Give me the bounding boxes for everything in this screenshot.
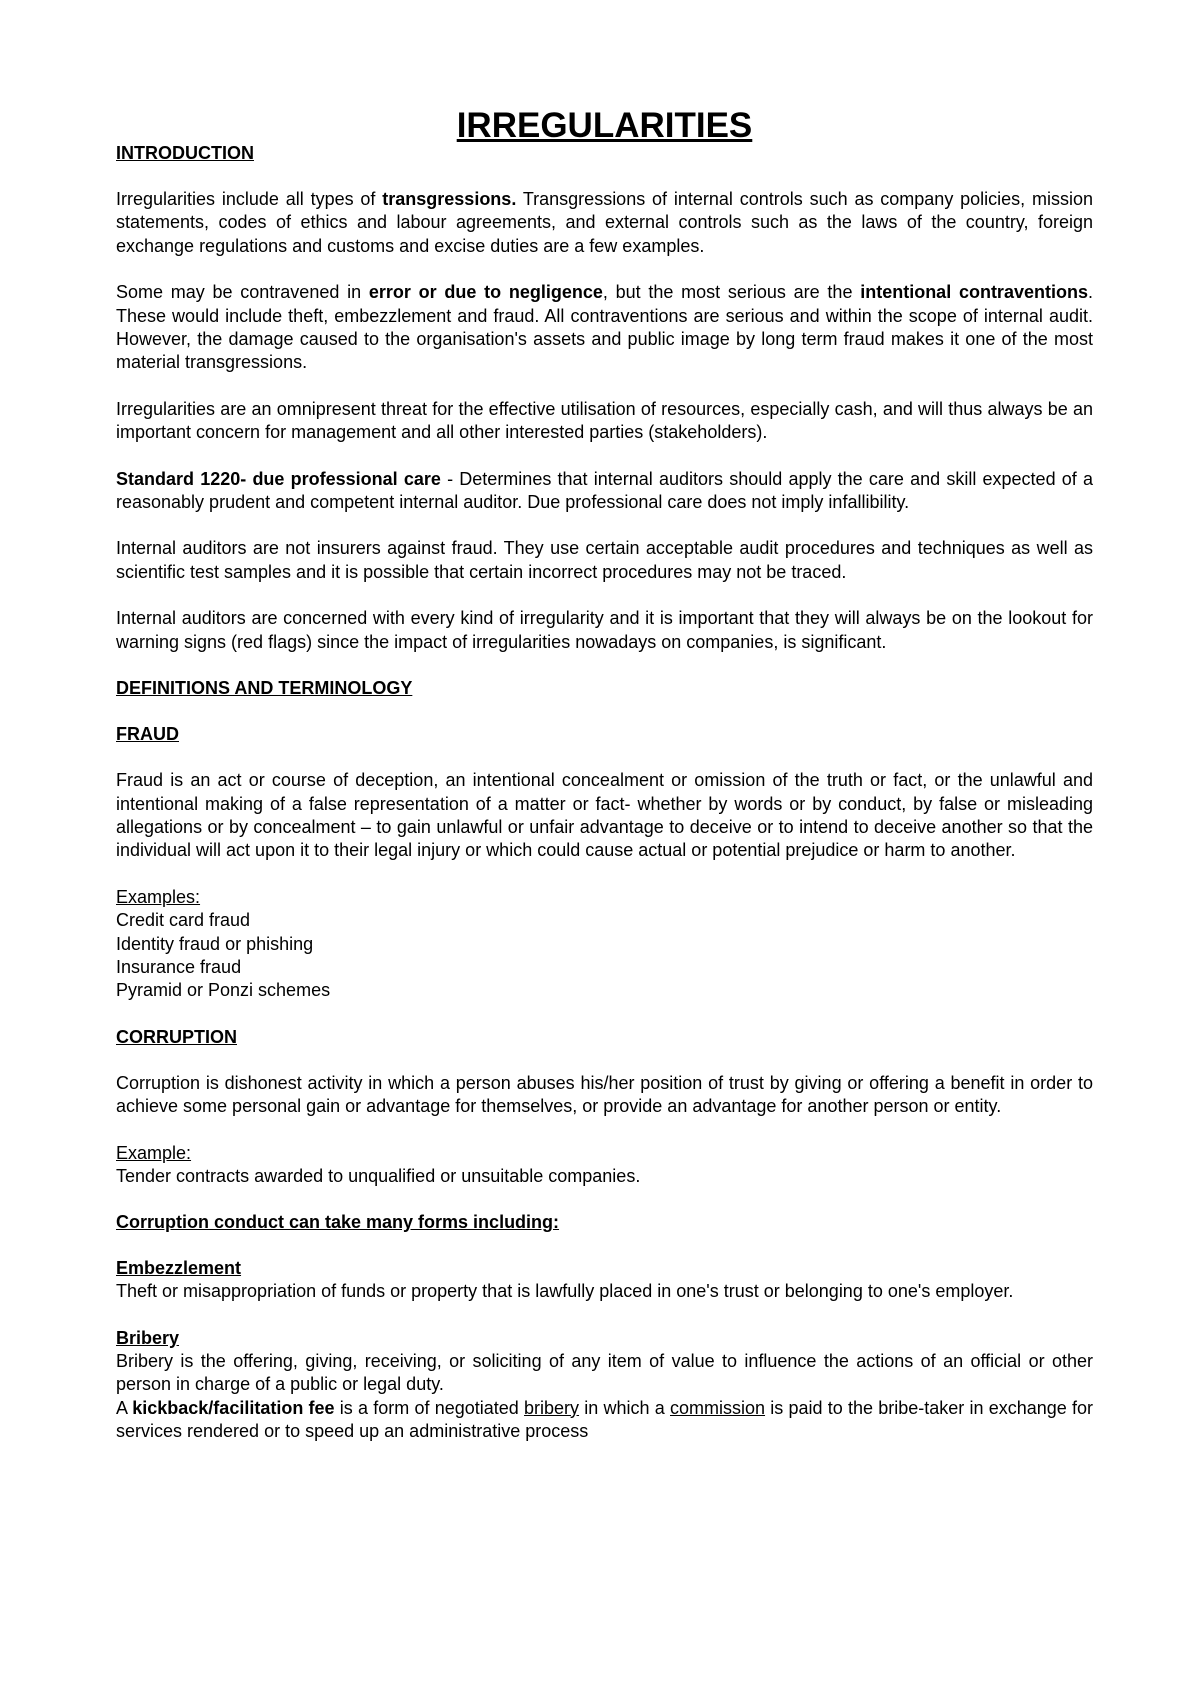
intro-paragraph-1: Irregularities include all types of transgressions. Transgressions of internal controls such as company policies, mission statements, codes of ethics and labour agreements, and external controls such as the laws of the country, foreign exchange regulations and customs and excise duties are a few examples. <box>116 189 1094 256</box>
embezzlement-definition: Theft or misappropriation of funds or property that is lawfully placed in one's trust or belonging to one's employer. <box>116 1281 1014 1302</box>
fraud-example-item: Pyramid or Ponzi schemes <box>116 980 331 1001</box>
document-title: IRREGULARITIES <box>456 106 753 145</box>
corruption-example-label: Example: <box>116 1142 192 1163</box>
fraud-examples-label: Examples: <box>116 886 201 907</box>
heading-introduction: INTRODUCTION <box>116 143 254 163</box>
intro-paragraph-6: Internal auditors are concerned with every kind of irregularity and it is important that they will always be on the lookout for warning signs (red flags) since the impact of irregularities nowadays on companies, is significant. <box>116 608 1093 652</box>
heading-fraud: FRAUD <box>116 724 179 745</box>
heading-definitions: DEFINITIONS AND TERMINOLOGY <box>116 678 413 699</box>
fraud-example-item: Insurance fraud <box>116 956 242 977</box>
intro-paragraph-3: Irregularities are an omnipresent threat for the effective utilisation of resources, especially cash, and will thus always be an important concern for management and all other interested parties (stakeholders). <box>116 398 1093 443</box>
intro-paragraph-2: Some may be contravened in error or due to negligence, but the most serious are the intentional contraventions. These would include theft, embezzlement and fraud. All contraventions are serious and within the scope of internal audit. However, the damage caused to the organisation's assets and public image by long term fraud makes it one of the most material transgressions. <box>116 282 1093 373</box>
heading-corruption: CORRUPTION <box>116 1026 237 1047</box>
bribery-definition: Bribery is the offering, giving, receiving, or soliciting of any item of value to influence the actions of an official or other person in charge of a public or legal duty. <box>116 1350 1093 1395</box>
intro-paragraph-standard: Standard 1220- due professional care - Determines that internal auditors should apply the care and skill expected of a reasonably prudent and competent internal auditor. Due professional care does not imply infallibility. <box>116 468 1093 513</box>
heading-corruption-forms: Corruption conduct can take many forms including: <box>116 1212 560 1233</box>
corruption-example: Tender contracts awarded to unqualified or unsuitable companies. <box>116 1165 641 1186</box>
corruption-definition: Corruption is dishonest activity in which a person abuses his/her position of trust by giving or offering a benefit in order to achieve some personal gain or advantage for themselves, or provide an advantage for another person or entity. <box>116 1072 1093 1117</box>
document-page <box>116 106 1093 1443</box>
heading-bribery: Bribery <box>116 1327 180 1348</box>
fraud-example-item: Credit card fraud <box>116 910 251 931</box>
heading-embezzlement: Embezzlement <box>116 1258 242 1279</box>
intro-paragraph-5: Internal auditors are not insurers against fraud. They use certain acceptable audit procedures and techniques as well as scientific test samples and it is possible that certain incorrect procedures may not be traced. <box>116 538 1093 582</box>
fraud-definition: Fraud is an act or course of deception, an intentional concealment or omission of the truth or fact, or the unlawful and intentional making of a false representation of a matter or fact- whether by words or by conduct, by false or misleading allegations or by concealment – to gain unlawful or unfair advantage to deceive or to intend to deceive another so that the individual will act upon it to their legal injury or which could cause actual or potential prejudice or harm to another. <box>116 770 1093 861</box>
kickback-paragraph: A kickback/facilitation fee is a form of negotiated bribery in which a commission is paid to the bribe-taker in exchange for services rendered or to speed up an administrative process <box>116 1397 1094 1441</box>
fraud-example-item: Identity fraud or phishing <box>116 933 314 954</box>
